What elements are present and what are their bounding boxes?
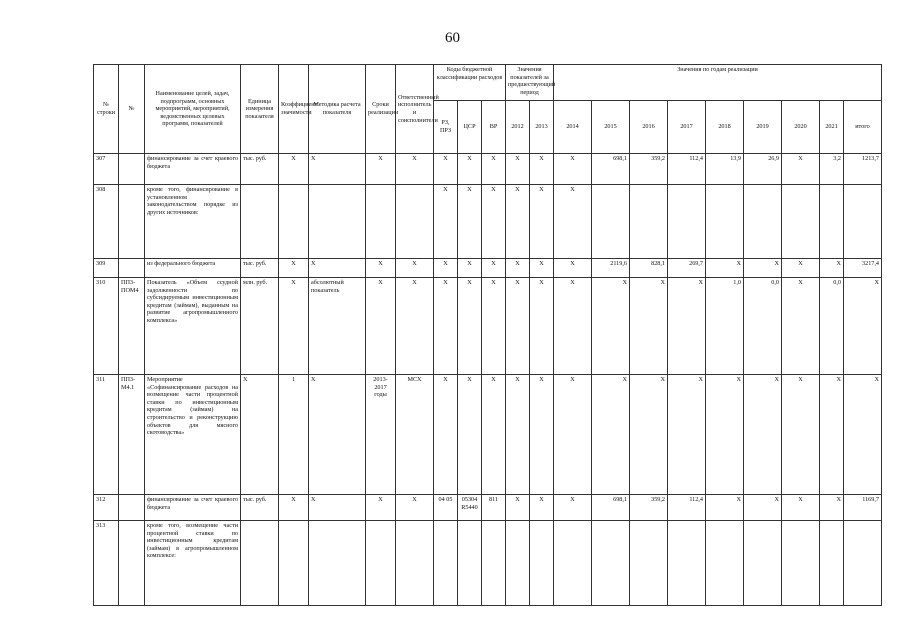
row-method: абсолютный показатель (309, 278, 366, 375)
row-2019 (744, 185, 782, 259)
header-2020: 2020 (782, 101, 820, 154)
row-unit: млн. руб. (241, 278, 279, 375)
row-terms: X (366, 278, 396, 375)
row-2016: X (630, 278, 668, 375)
row-unit: X (241, 375, 279, 495)
row-2016: 828,1 (630, 259, 668, 278)
row-2017: 269,7 (668, 259, 706, 278)
row-2020 (782, 521, 820, 606)
row-code (119, 185, 145, 259)
row-2014: X (554, 259, 592, 278)
row-responsible (396, 521, 434, 606)
row-2013: X (530, 278, 554, 375)
table-row (94, 375, 882, 495)
row-2019: X (744, 495, 782, 521)
row-2014: X (554, 495, 592, 521)
row-2018: 13,9 (706, 154, 744, 185)
row-2016: 359,2 (630, 154, 668, 185)
header-budget-codes: Коды бюджетной классификации расходов (434, 65, 506, 101)
header-prev-period: Значения показателей за предшествующий период (506, 65, 554, 101)
row-rz: X (434, 154, 458, 185)
row-2018 (706, 185, 744, 259)
row-2017: 112,4 (668, 154, 706, 185)
row-2015: 2119,6 (592, 259, 630, 278)
row-terms: X (366, 259, 396, 278)
row-2015 (592, 521, 630, 606)
row-csr (458, 521, 482, 606)
row-2012: X (506, 278, 530, 375)
row-terms (366, 521, 396, 606)
row-vr (482, 521, 506, 606)
header-name: Наименование целей, задач, подпрограмм, основных мероприятий, мероприятий, ведомственных целевых программ, показателей (145, 65, 241, 154)
header-2019: 2019 (744, 101, 782, 154)
row-2018: X (706, 259, 744, 278)
header-unit: Единица измерения показателя (241, 65, 279, 154)
row-2015: X (592, 278, 630, 375)
row-2012: X (506, 375, 530, 495)
row-rz: X (434, 278, 458, 375)
header-2013: 2013 (530, 101, 554, 154)
header-method: Методика расчета показателя (309, 65, 366, 154)
row-method (309, 185, 366, 259)
header-2017: 2017 (668, 101, 706, 154)
row-2013 (530, 521, 554, 606)
row-terms: X (366, 495, 396, 521)
page-number: 60 (445, 30, 460, 46)
row-number: 308 (94, 185, 119, 259)
row-2016: X (630, 375, 668, 495)
row-unit (241, 185, 279, 259)
table-row (94, 259, 882, 278)
row-name: из федерального бюджета (145, 259, 241, 278)
row-2016: 359,2 (630, 495, 668, 521)
row-2017: 112,4 (668, 495, 706, 521)
row-2012: X (506, 495, 530, 521)
row-unit: тыс. руб. (241, 495, 279, 521)
row-method: X (309, 259, 366, 278)
row-2019: 26,9 (744, 154, 782, 185)
row-2020: X (782, 259, 820, 278)
row-unit: тыс. руб. (241, 154, 279, 185)
header-row-no: № строки (94, 65, 119, 154)
row-coef: 1 (279, 375, 309, 495)
row-code (119, 259, 145, 278)
row-rz: 04 05 (434, 495, 458, 521)
row-2012: X (506, 185, 530, 259)
header-2018: 2018 (706, 101, 744, 154)
header-by-years: Значения по годам реализации (554, 65, 882, 101)
header-rz: РЗ, ПРЗ (434, 101, 458, 154)
row-2012: X (506, 259, 530, 278)
table-row (94, 521, 882, 606)
header-2012: 2012 (506, 101, 530, 154)
header-total: итого (844, 101, 882, 154)
row-vr: X (482, 154, 506, 185)
row-2021: X (820, 495, 844, 521)
row-responsible: МСХ (396, 375, 434, 495)
header-2015: 2015 (592, 101, 630, 154)
row-2015: X (592, 375, 630, 495)
row-rz: X (434, 185, 458, 259)
row-2020 (782, 185, 820, 259)
row-2021: 3,2 (820, 154, 844, 185)
row-2021 (820, 521, 844, 606)
row-2014: X (554, 375, 592, 495)
row-total: 1213,7 (844, 154, 882, 185)
row-2019: X (744, 375, 782, 495)
row-csr: X (458, 185, 482, 259)
row-name: кроме того, возмещение части процентной ставки по инвестиционным кредитам (займам) в агропромышленном комплексе: (145, 521, 241, 606)
row-terms: X (366, 154, 396, 185)
row-total: X (844, 278, 882, 375)
row-csr: 05304 R5440 (458, 495, 482, 521)
row-vr: 811 (482, 495, 506, 521)
row-code (119, 521, 145, 606)
row-responsible: X (396, 259, 434, 278)
row-code: ПП3-М4.1 (119, 375, 145, 495)
row-responsible: X (396, 278, 434, 375)
row-2019: 0,0 (744, 278, 782, 375)
row-code: ПП3-ПОМ4 (119, 278, 145, 375)
table-row (94, 495, 882, 521)
row-method: X (309, 154, 366, 185)
row-unit (241, 521, 279, 606)
row-2013: X (530, 185, 554, 259)
header-responsible: Ответственный исполнитель и соисполнители (396, 65, 434, 154)
row-csr: X (458, 154, 482, 185)
row-2013: X (530, 375, 554, 495)
row-2012 (506, 521, 530, 606)
row-csr: X (458, 259, 482, 278)
row-responsible: X (396, 154, 434, 185)
row-name: финансирование за счет краевого бюджета (145, 495, 241, 521)
row-number: 312 (94, 495, 119, 521)
row-name: Показатель «Объем ссудной задолженности по субсидируемым инвестиционным кредитам (займам), выданным на развитие агропромышленного комплекса» (145, 278, 241, 375)
row-2017: X (668, 375, 706, 495)
row-2014: X (554, 278, 592, 375)
row-2016 (630, 185, 668, 259)
row-2018: X (706, 495, 744, 521)
table-row (94, 154, 882, 185)
row-2013: X (530, 495, 554, 521)
row-2015: 698,1 (592, 495, 630, 521)
row-csr: X (458, 278, 482, 375)
row-2018 (706, 521, 744, 606)
row-number: 311 (94, 375, 119, 495)
row-total (844, 185, 882, 259)
row-name: кроме того, финансирование в установленном законодательством порядке из других источников: (145, 185, 241, 259)
row-total (844, 521, 882, 606)
header-vr: ВР (482, 101, 506, 154)
header-2014: 2014 (554, 101, 592, 154)
row-number: 310 (94, 278, 119, 375)
header-2016: 2016 (630, 101, 668, 154)
row-method: X (309, 495, 366, 521)
row-2014: X (554, 154, 592, 185)
row-coef: X (279, 495, 309, 521)
row-coef (279, 185, 309, 259)
row-vr: X (482, 278, 506, 375)
row-2018: 1,0 (706, 278, 744, 375)
row-rz (434, 521, 458, 606)
row-coef: X (279, 278, 309, 375)
row-coef: X (279, 154, 309, 185)
row-2019 (744, 521, 782, 606)
row-2020: X (782, 154, 820, 185)
row-terms: 2013-2017 годы (366, 375, 396, 495)
row-method (309, 521, 366, 606)
row-vr: X (482, 375, 506, 495)
row-2014 (554, 521, 592, 606)
row-2020: X (782, 375, 820, 495)
row-rz: X (434, 375, 458, 495)
row-name: Мероприятие «Софинансирование расходов на возмещение части процентной ставки по инвестиционным кредитам (займам) на строительство и реконструкцию объектов для мясного скотоводства» (145, 375, 241, 495)
row-total: X (844, 375, 882, 495)
header-terms: Сроки реализации (366, 65, 396, 154)
header-csr: ЦСР (458, 101, 482, 154)
row-2021: 0,0 (820, 278, 844, 375)
row-coef: X (279, 259, 309, 278)
header-code: № (119, 65, 145, 154)
row-2014: X (554, 185, 592, 259)
header-coef: Коэффициент значимости (279, 65, 309, 154)
row-2020: X (782, 495, 820, 521)
row-2020: X (782, 278, 820, 375)
row-code (119, 154, 145, 185)
row-responsible: X (396, 495, 434, 521)
row-2019: X (744, 259, 782, 278)
row-method: X (309, 375, 366, 495)
row-2017: X (668, 278, 706, 375)
row-total: 1169,7 (844, 495, 882, 521)
row-number: 309 (94, 259, 119, 278)
row-2021: X (820, 375, 844, 495)
table-row (94, 185, 882, 259)
row-2013: X (530, 259, 554, 278)
row-2015 (592, 185, 630, 259)
row-2021: X (820, 259, 844, 278)
row-2012: X (506, 154, 530, 185)
row-2017 (668, 185, 706, 259)
row-code (119, 495, 145, 521)
table-row (94, 278, 882, 375)
row-2015: 698,1 (592, 154, 630, 185)
header-2021: 2021 (820, 101, 844, 154)
row-vr: X (482, 185, 506, 259)
row-coef (279, 521, 309, 606)
row-responsible (396, 185, 434, 259)
row-vr: X (482, 259, 506, 278)
row-2018: X (706, 375, 744, 495)
row-2013: X (530, 154, 554, 185)
row-2016 (630, 521, 668, 606)
row-unit: тыс. руб. (241, 259, 279, 278)
row-2017 (668, 521, 706, 606)
row-csr: X (458, 375, 482, 495)
row-terms (366, 185, 396, 259)
indicators-table (93, 64, 882, 606)
row-number: 313 (94, 521, 119, 606)
row-rz: X (434, 259, 458, 278)
row-name: финансирование за счет краевого бюджета (145, 154, 241, 185)
row-total: 3217,4 (844, 259, 882, 278)
row-2021 (820, 185, 844, 259)
row-number: 307 (94, 154, 119, 185)
